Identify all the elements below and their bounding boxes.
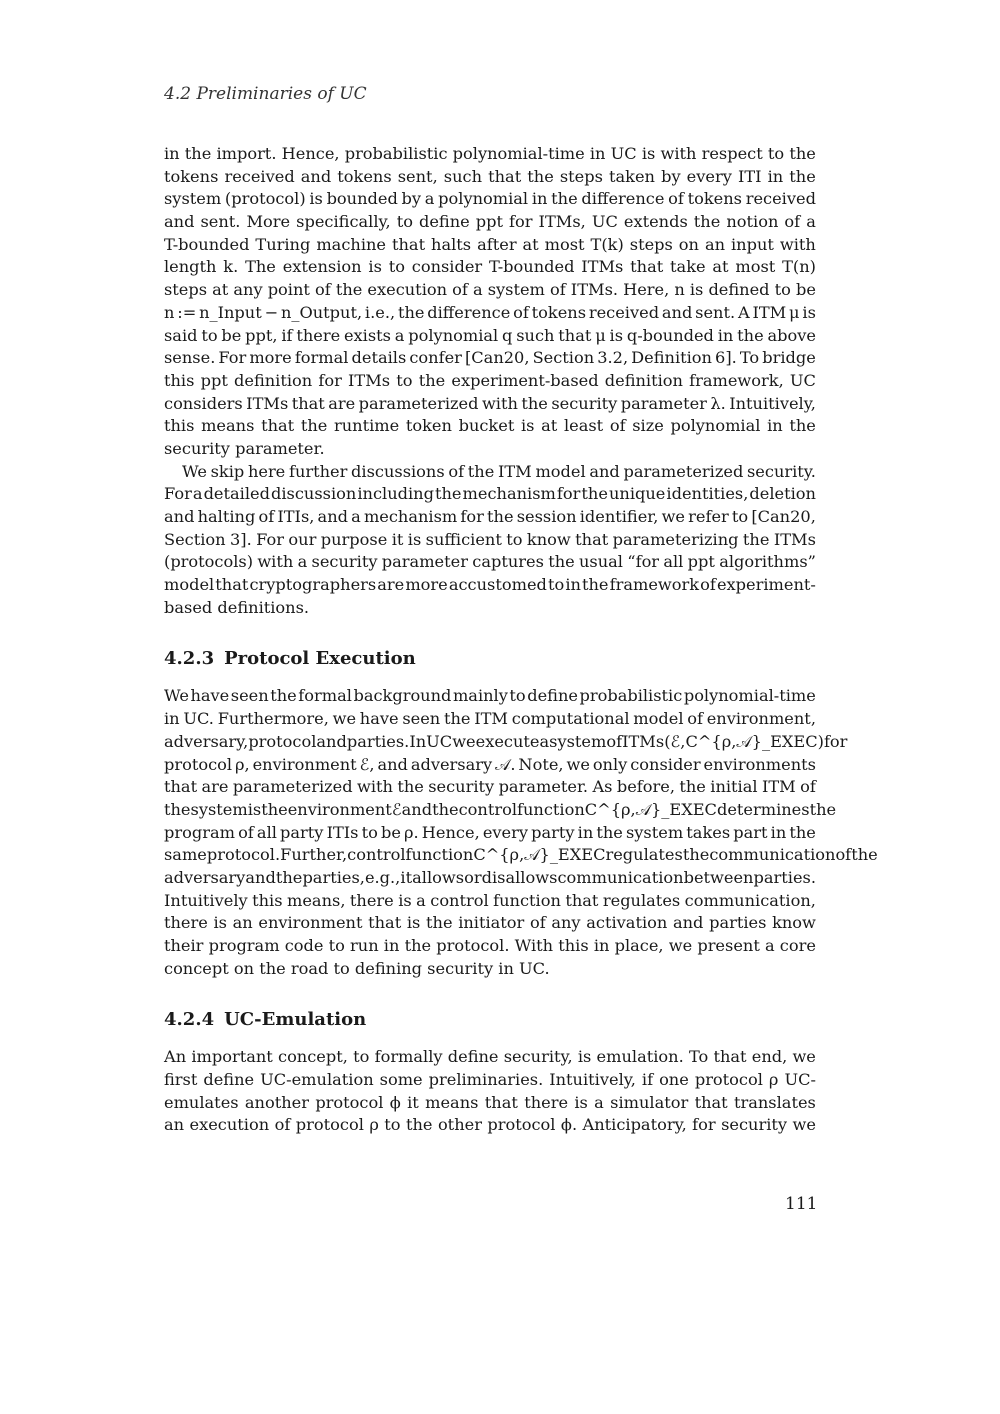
text-line: this means that the runtime token bucket is at least of size polynomial in the xyxy=(164,416,816,436)
text-line: and halting of ITIs, and a mechanism for the session identifier, we refer to [Can20, xyxy=(164,507,816,526)
section-number: 4.2.3 xyxy=(164,648,215,670)
text-line: program of all party ITIs to be ρ. Hence, every party in the system takes part in the xyxy=(164,822,816,842)
text-line: adversary, protocol and parties. In UC we execute a system of ITMs (ℰ, C^{ρ,𝒜}_EXEC) for xyxy=(164,731,848,751)
text-line: emulates another protocol ϕ it means that there is a simulator that translates xyxy=(164,1092,816,1112)
text-line: sense. For more formal details confer [Can20, Section 3.2, Definition 6]. To bridge xyxy=(164,348,816,368)
text-line: Intuitively this means, there is a control function that regulates communication, xyxy=(164,890,816,910)
section-heading-protocol-execution xyxy=(164,647,816,671)
section-title: UC-Emulation xyxy=(224,1009,367,1031)
text-line: an execution of protocol ρ to the other protocol ϕ. Anticipatory, for security we xyxy=(164,1115,816,1135)
text-line: length k. The extension is to consider T-bounded ITMs that take at most T(n) xyxy=(164,257,816,277)
text-line: protocol ρ, environment ℰ, and adversary 𝒜. Note, we only consider environments xyxy=(164,754,816,774)
paragraph-protocol-execution xyxy=(164,685,878,980)
text-line: the system is the environment ℰ and the control function C^{ρ,𝒜}_EXEC determines the xyxy=(164,799,837,819)
text-line: For a detailed discussion including the mechanism for the unique identities, deletion xyxy=(164,484,816,504)
text-line: there is an environment that is the initiator of any activation and parties know xyxy=(164,913,816,933)
text-line: their program code to run in the protocol. With this in place, we present a core xyxy=(164,936,816,955)
running-head: 4.2 Preliminaries of UC xyxy=(164,84,367,104)
text-line: We skip here further discussions of the ITM model and parameterized security. xyxy=(182,461,816,481)
text-line: and sent. More specifically, to define ppt for ITMs, UC extends the notion of a xyxy=(164,212,816,232)
text-line: this ppt definition for ITMs to the experiment-based definition framework, UC xyxy=(164,370,816,390)
text-line: based definitions. xyxy=(164,597,310,617)
paragraph-skip-discussion xyxy=(164,461,816,620)
body-text xyxy=(164,143,878,1137)
page-number: 111 xyxy=(785,1194,818,1214)
text-line: security parameter. xyxy=(164,438,325,458)
text-line: We have seen the formal background mainly to define probabilistic polynomial-time xyxy=(164,686,816,706)
text-line: steps at any point of the execution of a system of ITMs. Here, n is defined to be xyxy=(164,280,816,300)
text-line: that are parameterized with the security parameter. As before, the initial ITM of xyxy=(164,777,816,797)
text-line: in the import. Hence, probabilistic polynomial-time in UC is with respect to the xyxy=(164,144,816,163)
text-line: system (protocol) is bounded by a polynomial in the difference of tokens received xyxy=(164,189,816,209)
text-line: same protocol. Further, control function C^{ρ,𝒜}_EXEC regulates the communication of the xyxy=(164,845,878,865)
text-line: (protocols) with a security parameter captures the usual “for all ppt algorithms” xyxy=(164,552,816,572)
text-line: first define UC-emulation some preliminaries. Intuitively, if one protocol ρ UC- xyxy=(164,1070,816,1090)
text-line: concept on the road to defining security in UC. xyxy=(164,958,550,978)
text-line: model that cryptographers are more accustomed to in the framework of experiment- xyxy=(164,575,816,595)
text-line: tokens received and tokens sent, such that the steps taken by every ITI in the xyxy=(164,166,816,186)
section-title: Protocol Execution xyxy=(224,648,416,670)
text-line: Section 3]. For our purpose it is sufficient to know that parameterizing the ITMs xyxy=(164,529,816,549)
text-line: in UC. Furthermore, we have seen the ITM computational model of environment, xyxy=(164,709,816,729)
text-line: n := n_Input − n_Output, i.e., the difference of tokens received and sent. A ITM μ is xyxy=(164,302,816,322)
section-heading-uc-emulation xyxy=(164,1008,816,1032)
paragraph-uc-emulation xyxy=(164,1046,816,1137)
text-line: T-bounded Turing machine that halts after at most T(k) steps on an input with xyxy=(164,234,816,254)
section-number: 4.2.4 xyxy=(164,1009,215,1031)
paragraph-ppt-definition xyxy=(164,143,816,461)
text-line: said to be ppt, if there exists a polynomial q such that μ is q-bounded in the above xyxy=(164,325,816,345)
text-line: An important concept, to formally define security, is emulation. To that end, we xyxy=(164,1047,816,1067)
text-line: adversary and the parties, e.g., it allows or disallows communication between parties. xyxy=(164,867,816,887)
text-line: considers ITMs that are parameterized with the security parameter λ. Intuitively, xyxy=(164,393,816,413)
